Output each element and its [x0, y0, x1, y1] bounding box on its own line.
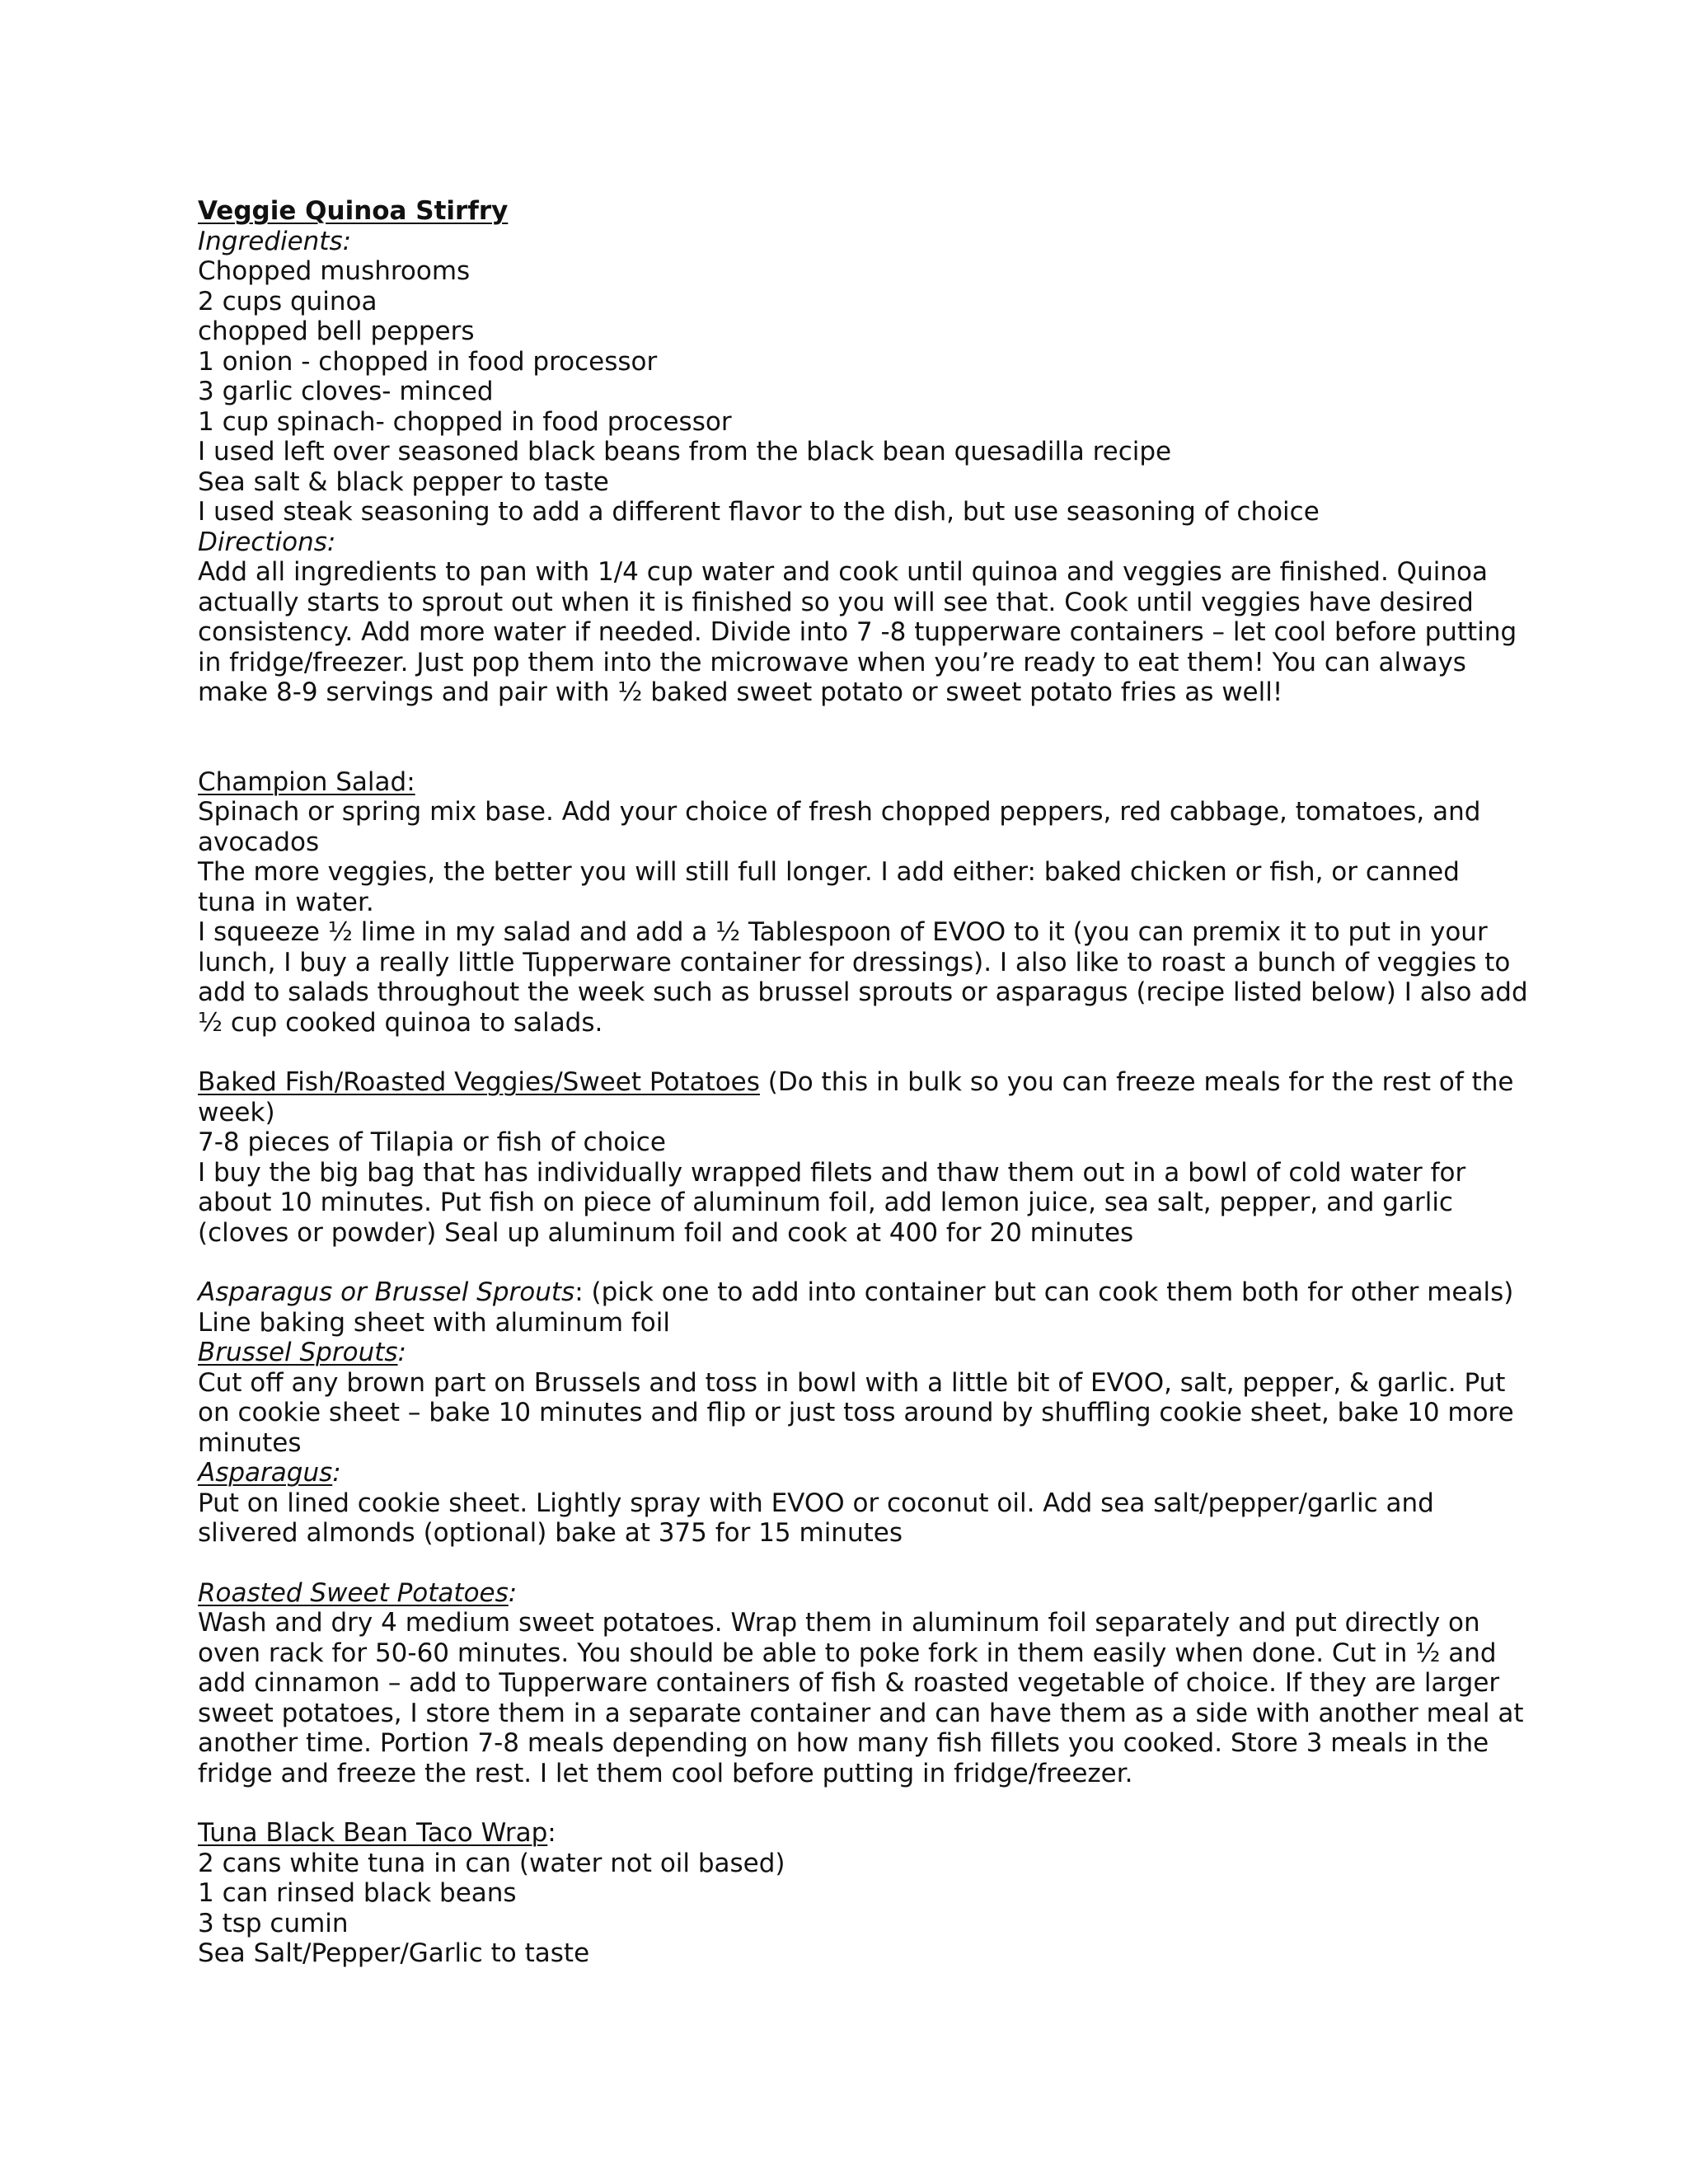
body-line: avocados [198, 827, 320, 857]
spacer [198, 1549, 1500, 1578]
recipe-title-line [198, 1277, 1514, 1308]
ingredient-line: Sea Salt/Pepper/Garlic to taste [198, 1938, 590, 1968]
body-line: slivered almonds (optional) bake at 375 for 15 minutes [198, 1518, 903, 1548]
ingredients-label: Ingredients: [198, 226, 352, 256]
recipe-title: Baked Fish/Roasted Veggies/Sweet Potatoes [198, 1067, 760, 1097]
colon: : [397, 1338, 406, 1367]
recipe-title: Tuna Black Bean Taco Wrap [198, 1818, 548, 1848]
body-line: I buy the big bag that has individually wrapped filets and thaw them out in a bowl of cold water for [198, 1157, 1466, 1188]
ingredient-line: 1 onion - chopped in food processor [198, 346, 658, 377]
subsection-title-line [198, 1458, 1500, 1488]
recipe-title-note: (Do this in bulk so you can freeze meals for the rest of the [759, 1067, 1514, 1097]
body-line: add cinnamon – add to Tupperware containers of fish & roasted vegetable of choice. If they are larger [198, 1668, 1500, 1698]
body-line: oven rack for 50-60 minutes. You should be able to poke fork in them easily when done. Cut in ½ and [198, 1638, 1497, 1668]
body-line: about 10 minutes. Put fish on piece of aluminum foil, add lemon juice, sea salt, pepper, and garlic [198, 1188, 1453, 1217]
body-line: Spinach or spring mix base. Add your choice of fresh chopped peppers, red cabbage, tomatoes, and [198, 797, 1481, 827]
recipe-title-note: : (pick one to add into container but can cook them both for other meals) [574, 1277, 1514, 1307]
recipe-title-line [198, 1818, 1500, 1849]
recipe-title-line [198, 1578, 1500, 1609]
ingredient-line: 1 cup spinach- chopped in food processor [198, 406, 732, 437]
body-line: add to salads throughout the week such as brussel sprouts or asparagus (recipe listed below) I also add [198, 977, 1528, 1007]
recipe-champion-salad [198, 766, 1528, 1038]
directions-line: Add all ingredients to pan with 1/4 cup water and cook until quinoa and veggies are finished. Quinoa [198, 557, 1488, 587]
colon: : [547, 1818, 556, 1848]
recipe-asparagus-brussel [198, 1277, 1514, 1549]
spacer [198, 1248, 1500, 1277]
spacer [198, 1038, 1500, 1067]
ingredient-line: chopped bell peppers [198, 316, 475, 346]
directions-label: Directions: [198, 527, 336, 557]
ingredient-line: Chopped mushrooms [198, 256, 471, 286]
body-line: (cloves or powder) Seal up aluminum foil and cook at 400 for 20 minutes [198, 1217, 1134, 1248]
body-line: Wash and dry 4 medium sweet potatoes. Wrap them in aluminum foil separately and put directly on [198, 1608, 1480, 1638]
recipe-title-note-cont: week) [198, 1097, 275, 1127]
body-line: lunch, I buy a really little Tupperware container for dressings). I also like to roast a bunch of veggies to [198, 947, 1511, 977]
directions-line: consistency. Add more water if needed. Divide into 7 -8 tupperware containers – let cool before putting [198, 617, 1517, 647]
body-line: The more veggies, the better you will still full longer. I add either: baked chicken or fish, or canned [198, 857, 1460, 887]
spacer [198, 1788, 1500, 1818]
recipe-title: Asparagus or Brussel Sprouts [198, 1277, 575, 1307]
directions-line: in fridge/freezer. Just pop them into the microwave when you’re ready to eat them! You can always [198, 647, 1466, 677]
recipe-title: Champion Salad: [198, 766, 415, 797]
body-line: another time. Portion 7-8 meals depending on how many fish fillets you cooked. Store 3 meals in the [198, 1728, 1489, 1758]
ingredient-line: I used left over seasoned black beans from the black bean quesadilla recipe [198, 437, 1172, 466]
colon: : [508, 1577, 518, 1608]
body-line: minutes [198, 1427, 302, 1458]
brussel-sprouts-title: Brussel Sprouts [198, 1338, 398, 1367]
body-line: on cookie sheet – bake 10 minutes and flip or just toss around by shuffling cookie sheet, bake 10 more [198, 1398, 1514, 1427]
ingredient-line: 3 garlic cloves- minced [198, 377, 494, 406]
spacer [198, 708, 1500, 767]
ingredient-line: Sea salt & black pepper to taste [198, 466, 609, 497]
recipe-veggie-quinoa-stirfry [198, 196, 1517, 708]
body-line: ½ cup cooked quinoa to salads. [198, 1007, 603, 1038]
recipe-title: Roasted Sweet Potatoes [198, 1577, 509, 1608]
asparagus-title: Asparagus [198, 1458, 333, 1488]
ingredient-line: 1 can rinsed black beans [198, 1878, 517, 1908]
body-line: fridge and freeze the rest. I let them cool before putting in fridge/freezer. [198, 1758, 1133, 1788]
body-line: Line baking sheet with aluminum foil [198, 1307, 670, 1338]
colon: : [332, 1458, 341, 1488]
body-line: 7-8 pieces of Tilapia or fish of choice [198, 1127, 666, 1157]
recipe-roasted-sweet-potatoes [198, 1577, 1524, 1789]
recipe-title: Veggie Quinoa Stirfry [198, 196, 509, 226]
recipe-title-line [198, 1067, 1514, 1098]
ingredient-line: 2 cups quinoa [198, 286, 377, 316]
body-line: sweet potatoes, I store them in a separate container and can have them as a side with another meal at [198, 1698, 1524, 1728]
recipe-baked-fish [198, 1067, 1514, 1248]
recipe-tuna-taco-wrap [198, 1818, 1500, 1969]
subsection-title-line [198, 1338, 1500, 1368]
body-line: Put on lined cookie sheet. Lightly spray with EVOO or coconut oil. Add sea salt/pepper/garlic and [198, 1488, 1434, 1518]
document-page [198, 196, 1528, 1969]
ingredient-line: 3 tsp cumin [198, 1908, 349, 1938]
ingredient-line: I used steak seasoning to add a different flavor to the dish, but use seasoning of choice [198, 497, 1320, 527]
body-line: tuna in water. [198, 887, 374, 917]
body-line: Cut off any brown part on Brussels and toss in bowl with a little bit of EVOO, salt, pepper, & garlic. Put [198, 1367, 1506, 1398]
body-line: I squeeze ½ lime in my salad and add a ½ Tablespoon of EVOO to it (you can premix it to put in your [198, 917, 1488, 947]
directions-line: make 8-9 servings and pair with ½ baked sweet potato or sweet potato fries as well! [198, 677, 1283, 707]
directions-line: actually starts to sprout out when it is finished so you will see that. Cook until veggies have desired [198, 587, 1474, 617]
ingredient-line: 2 cans white tuna in can (water not oil based) [198, 1848, 785, 1878]
